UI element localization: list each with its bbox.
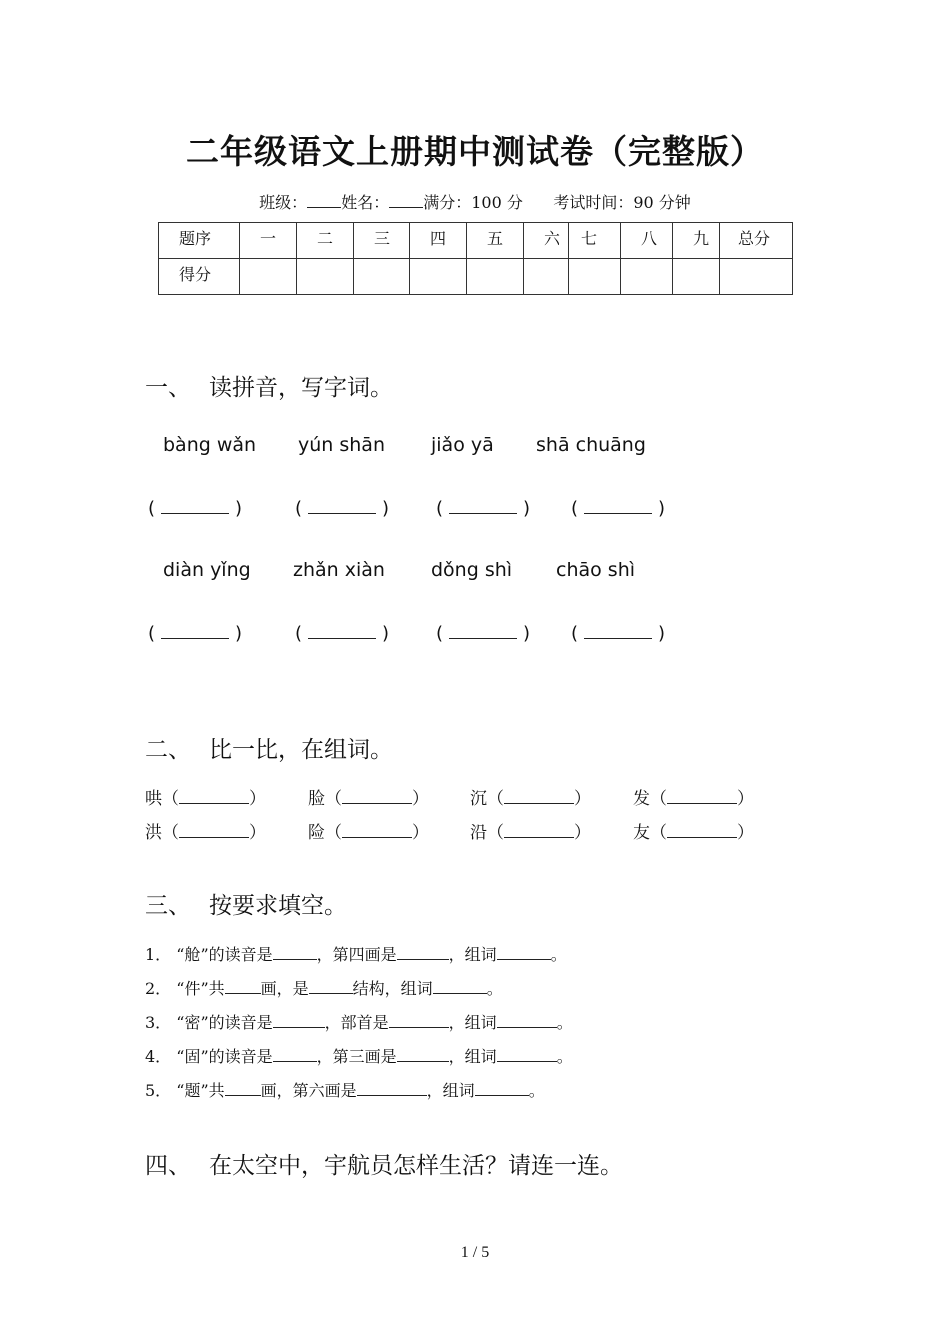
open-paren: （ — [487, 823, 504, 843]
open-paren: ( — [295, 498, 303, 519]
pinyin-item: chāo shì — [556, 559, 636, 581]
question-text: “固”的读音是 — [176, 1047, 273, 1066]
close-paren: ） — [574, 823, 591, 843]
pinyin-item: shā chuāng — [536, 434, 646, 456]
word-pair-item[interactable] — [470, 818, 591, 843]
open-paren: （ — [162, 789, 179, 809]
close-paren: ） — [249, 823, 266, 843]
class-blank[interactable] — [307, 193, 341, 208]
question-text: 画，第六画是 — [260, 1081, 357, 1100]
section-title: 比一比，在组词。 — [209, 737, 393, 763]
fill-blank[interactable] — [273, 945, 317, 960]
section-3-heading — [145, 887, 347, 920]
fill-blank[interactable] — [475, 1081, 529, 1096]
answer-blank[interactable] — [436, 497, 530, 519]
open-paren: （ — [325, 823, 342, 843]
score-table — [158, 222, 793, 295]
open-paren: ( — [436, 623, 444, 644]
score-cell[interactable] — [720, 259, 793, 295]
table-header-cell: 七 — [569, 223, 621, 259]
fill-blank[interactable] — [433, 979, 487, 994]
score-cell[interactable] — [467, 259, 524, 295]
question-item — [145, 976, 503, 999]
fill-blank[interactable] — [225, 979, 261, 994]
close-paren: ) — [382, 623, 390, 644]
question-text: ，部首是 — [324, 1013, 389, 1032]
name-blank[interactable] — [389, 193, 423, 208]
fill-blank[interactable] — [497, 1013, 557, 1028]
answer-blank[interactable] — [571, 622, 665, 644]
pinyin-item: jiǎo yā — [431, 434, 494, 456]
class-label: 班级： — [259, 193, 308, 212]
char: 发 — [633, 789, 650, 809]
char: 险 — [308, 823, 325, 843]
question-text: ，第三画是 — [316, 1047, 397, 1066]
name-label: 姓名： — [341, 193, 390, 212]
open-paren: （ — [325, 789, 342, 809]
question-text: “件”共 — [176, 979, 225, 998]
score-cell[interactable] — [621, 259, 673, 295]
fill-blank[interactable] — [397, 945, 449, 960]
answer-blank[interactable] — [571, 497, 665, 519]
word-pair-item[interactable] — [145, 784, 266, 809]
question-item — [145, 1078, 545, 1101]
word-pair-item[interactable] — [633, 784, 754, 809]
open-paren: ( — [148, 498, 156, 519]
score-cell[interactable] — [410, 259, 467, 295]
close-paren: ） — [249, 789, 266, 809]
question-number: 1． — [145, 945, 172, 964]
open-paren: （ — [650, 823, 667, 843]
char: 洪 — [145, 823, 162, 843]
section-title: 读拼音，写字词。 — [209, 375, 393, 401]
score-row-label: 得分 — [159, 259, 240, 295]
table-header-cell: 九 — [673, 223, 720, 259]
section-number: 一、 — [145, 375, 191, 401]
pinyin-item: diàn yǐng — [163, 559, 251, 581]
open-paren: ( — [571, 498, 579, 519]
answer-blank[interactable] — [148, 497, 242, 519]
question-text: ，组词 — [448, 945, 497, 964]
table-header-cell: 题序 — [159, 223, 240, 259]
score-table-header-row — [159, 223, 793, 259]
close-paren: ) — [523, 623, 531, 644]
fill-blank[interactable] — [357, 1081, 427, 1096]
score-cell[interactable] — [297, 259, 354, 295]
open-paren: ( — [148, 623, 156, 644]
pinyin-item: yún shān — [298, 434, 385, 456]
question-text: 。 — [556, 1013, 573, 1032]
exam-info — [0, 190, 950, 213]
table-header-cell: 三 — [354, 223, 410, 259]
close-paren: ） — [574, 789, 591, 809]
word-pair-item[interactable] — [145, 818, 266, 843]
pinyin-item: bàng wǎn — [163, 434, 257, 456]
score-cell[interactable] — [673, 259, 720, 295]
fill-blank[interactable] — [389, 1013, 449, 1028]
question-text: 结构，组词 — [352, 979, 433, 998]
word-pair-item[interactable] — [308, 818, 429, 843]
word-pair-item[interactable] — [633, 818, 754, 843]
close-paren: ） — [412, 823, 429, 843]
table-header-cell: 总分 — [720, 223, 793, 259]
char: 沿 — [470, 823, 487, 843]
word-pair-item[interactable] — [308, 784, 429, 809]
close-paren: ) — [658, 498, 666, 519]
section-number: 三、 — [145, 893, 191, 919]
question-text: ，第四画是 — [316, 945, 397, 964]
fill-blank[interactable] — [225, 1081, 261, 1096]
question-text: ，组词 — [426, 1081, 475, 1100]
question-text: “密”的读音是 — [176, 1013, 273, 1032]
table-header-cell: 五 — [467, 223, 524, 259]
exam-time: 考试时间：90 分钟 — [553, 193, 691, 212]
answer-blank[interactable] — [295, 497, 389, 519]
pinyin-item: dǒng shì — [431, 559, 513, 581]
question-number: 2． — [145, 979, 172, 998]
full-score: 满分：100 分 — [423, 193, 523, 212]
question-text: “题”共 — [176, 1081, 225, 1100]
question-text: ，组词 — [448, 1013, 497, 1032]
close-paren: ） — [737, 823, 754, 843]
question-text: 画，是 — [260, 979, 309, 998]
char: 哄 — [145, 789, 162, 809]
section-title: 按要求填空。 — [209, 893, 347, 919]
fill-blank[interactable] — [497, 1047, 557, 1062]
char: 脸 — [308, 789, 325, 809]
open-paren: ( — [436, 498, 444, 519]
question-text: 。 — [556, 1047, 573, 1066]
question-item — [145, 942, 567, 965]
table-header-cell: 八 — [621, 223, 673, 259]
answer-blank[interactable] — [295, 622, 389, 644]
table-header-cell: 一 — [240, 223, 297, 259]
score-cell[interactable] — [524, 259, 569, 295]
open-paren: （ — [650, 789, 667, 809]
question-text: ，组词 — [448, 1047, 497, 1066]
section-1-heading — [145, 369, 393, 402]
score-cell[interactable] — [569, 259, 621, 295]
char: 沉 — [470, 789, 487, 809]
close-paren: ) — [523, 498, 531, 519]
word-pair-item[interactable] — [470, 784, 591, 809]
close-paren: ) — [235, 623, 243, 644]
open-paren: （ — [487, 789, 504, 809]
answer-blank[interactable] — [436, 622, 530, 644]
table-header-cell: 六 — [524, 223, 569, 259]
close-paren: ) — [382, 498, 390, 519]
open-paren: ( — [571, 623, 579, 644]
close-paren: ) — [235, 498, 243, 519]
score-cell[interactable] — [240, 259, 297, 295]
section-2-heading — [145, 731, 393, 764]
question-number: 5． — [145, 1081, 172, 1100]
section-4-heading — [145, 1147, 623, 1180]
question-item — [145, 1044, 573, 1067]
page-title: 二年级语文上册期中测试卷（完整版） — [186, 132, 764, 171]
question-number: 3． — [145, 1013, 172, 1032]
close-paren: ） — [737, 789, 754, 809]
section-title: 在太空中，宇航员怎样生活？请连一连。 — [209, 1153, 623, 1179]
fill-blank[interactable] — [273, 1013, 325, 1028]
pinyin-item: zhǎn xiàn — [293, 559, 385, 581]
section-number: 二、 — [145, 737, 191, 763]
section-number: 四、 — [145, 1153, 191, 1179]
question-text: 。 — [528, 1081, 545, 1100]
question-number: 4． — [145, 1047, 172, 1066]
open-paren: （ — [162, 823, 179, 843]
char: 友 — [633, 823, 650, 843]
page-number: 1 / 5 — [460, 1244, 490, 1261]
score-table-score-row — [159, 259, 793, 295]
fill-blank[interactable] — [497, 945, 551, 960]
close-paren: ) — [658, 623, 666, 644]
score-cell[interactable] — [354, 259, 410, 295]
question-item — [145, 1010, 573, 1033]
fill-blank[interactable] — [309, 979, 353, 994]
table-header-cell: 四 — [410, 223, 467, 259]
question-text: 。 — [550, 945, 567, 964]
answer-blank[interactable] — [148, 622, 242, 644]
fill-blank[interactable] — [397, 1047, 449, 1062]
close-paren: ） — [412, 789, 429, 809]
question-text: “舱”的读音是 — [176, 945, 273, 964]
question-text: 。 — [486, 979, 503, 998]
open-paren: ( — [295, 623, 303, 644]
table-header-cell: 二 — [297, 223, 354, 259]
fill-blank[interactable] — [273, 1047, 317, 1062]
